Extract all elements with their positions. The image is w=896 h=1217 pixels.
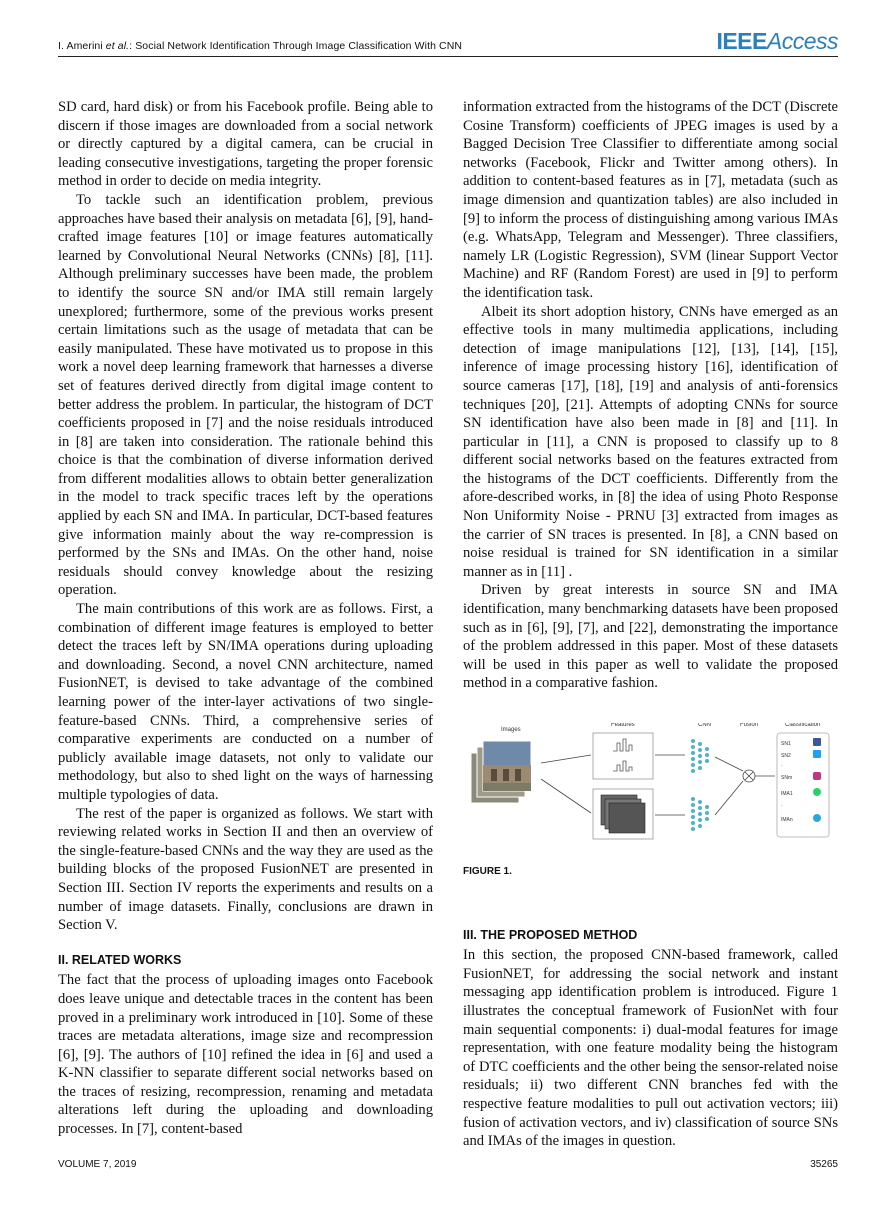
- ieee-access-logo: [716, 28, 838, 55]
- running-title-authors: I. Amerini: [58, 40, 103, 52]
- left-paragraph-2: To tackle such an identification problem, previous approaches have based their analysis on metadata [6], [9], hand-crafted image features [10] or image features automatically learned by Convolutional Neural Networks (CNNs) [8], [11]. Although preliminary successes have been made, the problem to identify the source SN and/or IMA still remain largely unexplored; furthermore, some of the previous works present certain limitations such as the usage of metadata that can be easily manipulated. These have motivated us to propose in this work a novel deep learning framework that harnesses a diverse set of features derived directly from digital image content to better address the problem. In particular, the histogram of DCT coefficients proposed in [7] and the noise residuals introduced in [8] are taken into consideration. The rationale behind this choice is that the combination of diverse information derived from different modalities allows to obtain better generalization in the model to track specific traces left by the operations applied by each SN and IMA. In particular, DCT-based features give information mainly about the way re-compression is performed by the SNs and IMAs. On the other hand, noise residuals should convey knowledge about the resizing operation.: [58, 191, 433, 599]
- logo-access: Access: [766, 28, 838, 54]
- class-label-3: ·: [781, 763, 783, 769]
- section-2-heading: II. RELATED WORKS: [58, 952, 182, 967]
- left-paragraph-5: The fact that the process of uploading images onto Facebook does leave unique and detectable traces in the content has been proved in a preliminary work introduced in [10]. Some of these traces are metadata alterations, image size and recompression [6], [9]. The authors of [10] refined the idea in [6] and used a K-NN classifier to separate different social networks based on the traces of resizing, recompression, renaming and metadata alterations left during the uploading and downloading processes. In [7], content-based: [58, 972, 433, 1138]
- right-column: [463, 98, 838, 1151]
- facebook-icon: [813, 738, 821, 746]
- running-title-etal: et al.: [105, 40, 130, 52]
- noise-residual-icon: [601, 795, 645, 833]
- right-paragraph-1: information extracted from the histograms of the DCT (Discrete Cosine Transform) coefficients of JPEG images is used by a Bagged Decision Tree Classifier to differentiate among social networks (Facebook, Flickr and Twitter among others). In addition to content-based features as in [7], metadata (such as image dimension and quantization tables) are also included in [9] to inform the process of distinguishing among various IMAs (e.g. WhatsApp, Telegram and Messenger). Three classifiers, namely LR (Logistic Regression), SVM (linear Support Vector Machine) and RF (Random Forest) are used in [9] to perform the identification task.: [463, 99, 838, 301]
- whatsapp-icon: [813, 788, 821, 796]
- section-3-heading: III. THE PROPOSED METHOD: [463, 927, 638, 942]
- figure-1: [463, 723, 838, 845]
- cnn-top: [691, 739, 709, 773]
- fig-label-fusion: Fusion: [740, 723, 759, 728]
- left-paragraph-3: The main contributions of this work are as follows. First, a combination of different image features is employed to better detect the traces left by SN/IMA operations during uploading and downloading. Second, a novel CNN architecture, named FusionNET, is devised to take advantage of the combined learning power of the inter-layer activations of two single-feature-based CNNs. Third, a comprehensive series of comparative experiments are conducted on a number of publicly available image datasets, not only to validate our methodology, but also to shed light on the ways of harnessing multiple typologies of data.: [58, 601, 433, 803]
- arrows: [541, 755, 775, 815]
- right-paragraph-4: In this section, the proposed CNN-based framework, called FusionNET, for addressing the social network and instant messaging app identification problem is introduced. Figure 1 illustrates the conceptual framework of FusionNet with four main sequential components: i) dual-modal features for image representation, with one feature modality being the histogram of DTC coefficients and the other being the sensor-related noise residuals; ii) two different CNN branches fed with the respective feature modalities to pull out activation vectors; iii) fusion of activation vectors, and iv) classification of source SNs and IMAs of the images in question.: [463, 947, 838, 1150]
- twitter-icon: [813, 750, 821, 758]
- fig-label-cnn: CNN: [698, 723, 711, 728]
- fig-label-classification: Classification: [785, 723, 821, 728]
- image-stack: [471, 741, 531, 803]
- figure-1-diagram: [463, 723, 838, 845]
- left-paragraph-4: The rest of the paper is organized as follows. We start with reviewing related works in Section II and then an overview of the single-feature-based CNNs and the way they are used as the building blocks of the proposed FusionNET are presented in Section III. Section IV reports the experiments and results on a number of image datasets. Finally, conclusions are drawn in Section V.: [58, 805, 433, 934]
- class-label-6: ·: [781, 803, 783, 809]
- volume-label: VOLUME 7, 2019: [58, 1159, 137, 1170]
- running-title: [58, 40, 462, 52]
- page-header: [58, 28, 838, 56]
- class-label-2: SN2: [781, 753, 791, 759]
- logo-ieee: IEEE: [716, 28, 767, 54]
- right-paragraph-2: Albeit its short adoption history, CNNs have emerged as an effective tools in many multimedia applications, including detection of image manipulations [12], [13], [14], [15], inference of image processing history [16], identification of source cameras [17], [18], [19] and analysis of anti-forensics techniques [20], [21]. Attempts of adopting CNNs for source SN identification have also been made in [8] and [11]. In particular in [11], a CNN is proposed to classify up to 8 different social networks based on the features extracted from the histograms of the DCT coefficients. Differently from the afore-described works, in [8] the idea of using Photo Response Non Uniformity Noise - PRNU [3] extracted from images as the carrier of SN traces is presented. In [8], a CNN based on noise residual is trained for SN identification in a similar manner as in [11] .: [463, 303, 838, 580]
- fusion-node: [743, 770, 755, 782]
- page-number: 35265: [810, 1159, 838, 1170]
- fig-label-features: Features: [611, 723, 635, 728]
- class-label-4: SNm: [781, 775, 793, 781]
- fig-label-images: Images: [501, 727, 521, 733]
- instagram-icon: [813, 772, 821, 780]
- class-label-5: IMA1: [781, 791, 793, 797]
- left-paragraph-1: SD card, hard disk) or from his Facebook profile. Being able to discern if those images are downloaded from a social network or directly captured by a digital camera, can be crucial in leading consecutive investigations, targeting the proper forensic method in order to decide on media integrity.: [58, 99, 433, 190]
- figure-1-caption: FIGURE 1.: [463, 866, 512, 877]
- class-label-1: SN1: [781, 741, 791, 747]
- right-paragraph-3: Driven by great interests in source SN and IMA identification, many benchmarking datasets have been proposed such as in [6], [9], [7], and [22], demonstrating the importance of the problem addressed in this paper. Most of these datasets will be used in this paper as well to validate the proposed method in a comparative fashion.: [463, 582, 838, 692]
- header-rule: [58, 56, 838, 57]
- left-column: [58, 98, 433, 1139]
- running-title-rest: : Social Network Identification Through Image Classification With CNN: [129, 40, 463, 52]
- class-label-7: IMAn: [781, 817, 793, 823]
- telegram-icon: [813, 814, 821, 822]
- cnn-bottom: [691, 797, 709, 831]
